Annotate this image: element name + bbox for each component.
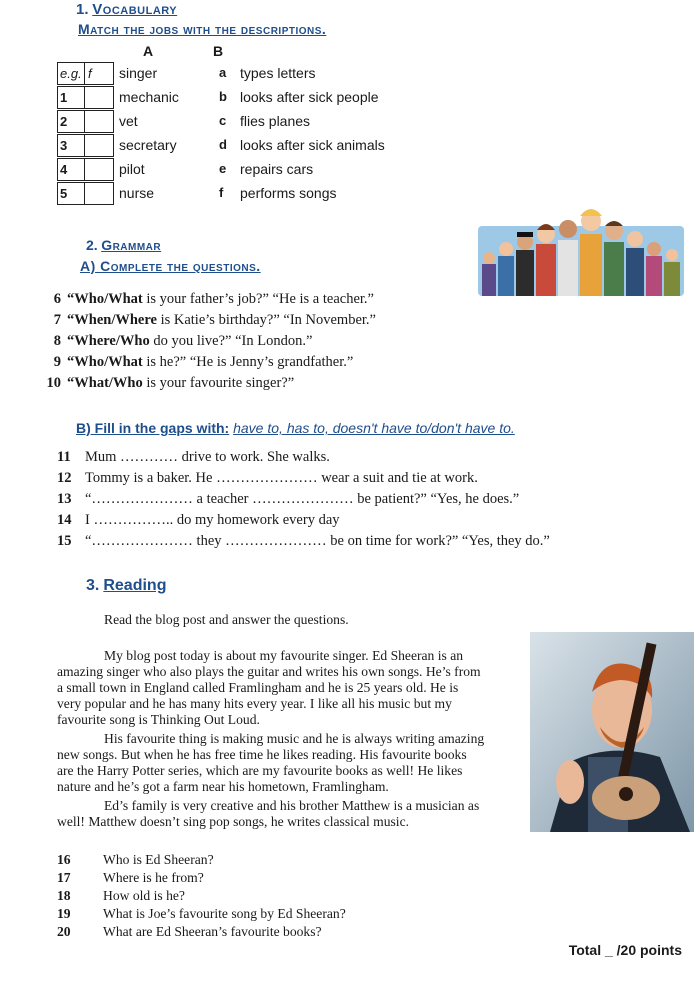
job-label: vet <box>119 113 138 129</box>
job-description: flies planes <box>240 113 311 129</box>
desc-letter: c <box>219 113 227 128</box>
column-a-header: A <box>143 43 154 59</box>
reading-question: 19 What is Joe’s favourite song by Ed Sheeran? <box>57 906 346 921</box>
reading-question: 17 Where is he from? <box>57 870 204 885</box>
section1-heading: 1. Vocabulary <box>76 1 178 18</box>
blog-line: Ed’s family is very creative and his brother Matthew is a musician as <box>104 798 480 813</box>
blog-line: favourite song is Thinking Out Loud. <box>57 712 260 727</box>
job-label: pilot <box>119 161 145 177</box>
job-description: looks after sick people <box>240 89 379 105</box>
section1-title: Vocabulary <box>92 1 178 18</box>
desc-letter: b <box>219 89 227 104</box>
match-row <box>57 110 417 134</box>
reading-question: 16 Who is Ed Sheeran? <box>57 852 214 867</box>
job-description: repairs cars <box>240 161 314 177</box>
desc-letter: e <box>219 161 227 176</box>
blog-line: His favourite thing is making music and he is always writing amazing <box>104 731 485 746</box>
row-number: 3 <box>57 134 85 157</box>
match-row <box>57 86 417 110</box>
row-number: 4 <box>57 158 85 181</box>
match-row <box>57 182 417 206</box>
section2-heading: 2. Grammar <box>86 237 162 253</box>
row-number: e.g. <box>57 62 85 85</box>
row-number: 2 <box>57 110 85 133</box>
match-row <box>57 158 417 182</box>
blog-line: a small town in England called Framlingham and he is 25 years old. He is <box>57 680 459 695</box>
gap-row: 11 Mum ………… drive to work. She walks. <box>57 449 330 465</box>
blog-line: nature and he’s got a farm near his hometown, Framlingham. <box>57 779 389 794</box>
section1-instruction: Match the jobs with the descriptions. <box>78 21 327 37</box>
jobs-illustration <box>478 204 684 296</box>
job-label: singer <box>119 65 158 81</box>
gap-row: 14 I …………….. do my homework every day <box>57 512 340 528</box>
job-description: looks after sick animals <box>240 137 385 153</box>
question-row: 8 “Where/Who do you live?” “In London.” <box>53 333 313 349</box>
reading-instruction: Read the blog post and answer the questions. <box>104 612 349 627</box>
job-label: mechanic <box>119 89 179 105</box>
reading-question: 18 How old is he? <box>57 888 185 903</box>
match-row <box>57 134 417 158</box>
answer-box[interactable] <box>85 158 114 181</box>
answer-box[interactable] <box>85 134 114 157</box>
question-row: 9 “Who/What is he?” “He is Jenny’s grandfather.” <box>53 354 354 370</box>
section2-title: Grammar <box>101 237 162 253</box>
job-description: performs songs <box>240 185 337 201</box>
blog-line: very popular and he has many hits every year. I like all his music but my <box>57 696 452 711</box>
answer-box[interactable] <box>85 110 114 133</box>
gap-row: 15 “………………… they ………………… be on time for work?” “Yes, they do.” <box>57 533 550 549</box>
match-row <box>57 62 417 86</box>
answer-box[interactable] <box>85 182 114 205</box>
singer-photo <box>530 632 694 832</box>
section3-heading: 3. Reading <box>86 577 167 594</box>
blog-line: well! Matthew doesn’t sing pop songs, he writes classical music. <box>57 814 409 829</box>
blog-line: amazing singer who also plays the guitar and writes his own songs. He’s from <box>57 664 481 679</box>
question-row: 6 “Who/What is your father’s job?” “He is a teacher.” <box>53 291 374 307</box>
desc-letter: d <box>219 137 227 152</box>
blog-line: My blog post today is about my favourite singer. Ed Sheeran is an <box>104 648 464 663</box>
row-number: 5 <box>57 182 85 205</box>
answer-box[interactable]: f <box>85 62 114 85</box>
total-score: Total _ /20 points <box>568 942 682 958</box>
job-label: nurse <box>119 185 155 201</box>
reading-question: 20 What are Ed Sheeran’s favourite books? <box>57 924 322 939</box>
part-b-instruction: B) Fill in the gaps with: have to, has to, doesn't have to/don't have to. <box>76 420 515 436</box>
blog-line: new songs. But when he has free time he likes reading. His favourite books <box>57 747 467 762</box>
row-number: 1 <box>57 86 85 109</box>
question-row: 10 “What/Who is your favourite singer?” <box>46 375 295 391</box>
desc-letter: f <box>219 185 224 200</box>
part-a-instruction: A) Complete the questions. <box>80 258 261 274</box>
job-label: secretary <box>119 137 177 153</box>
job-description: types letters <box>240 65 316 81</box>
answer-box[interactable] <box>85 86 114 109</box>
desc-letter: a <box>219 65 227 80</box>
gap-row: 12 Tommy is a baker. He ………………… wear a suit and tie at work. <box>57 470 478 486</box>
gap-row: 13 “………………… a teacher ………………… be patient?” “Yes, he does.” <box>57 491 520 507</box>
column-b-header: B <box>213 43 224 59</box>
section3-title: Reading <box>103 577 167 594</box>
question-row: 7 “When/Where is Katie’s birthday?” “In November.” <box>53 312 376 328</box>
blog-line: are the Harry Potter series, which are my favourite books as well! He likes <box>57 763 463 778</box>
